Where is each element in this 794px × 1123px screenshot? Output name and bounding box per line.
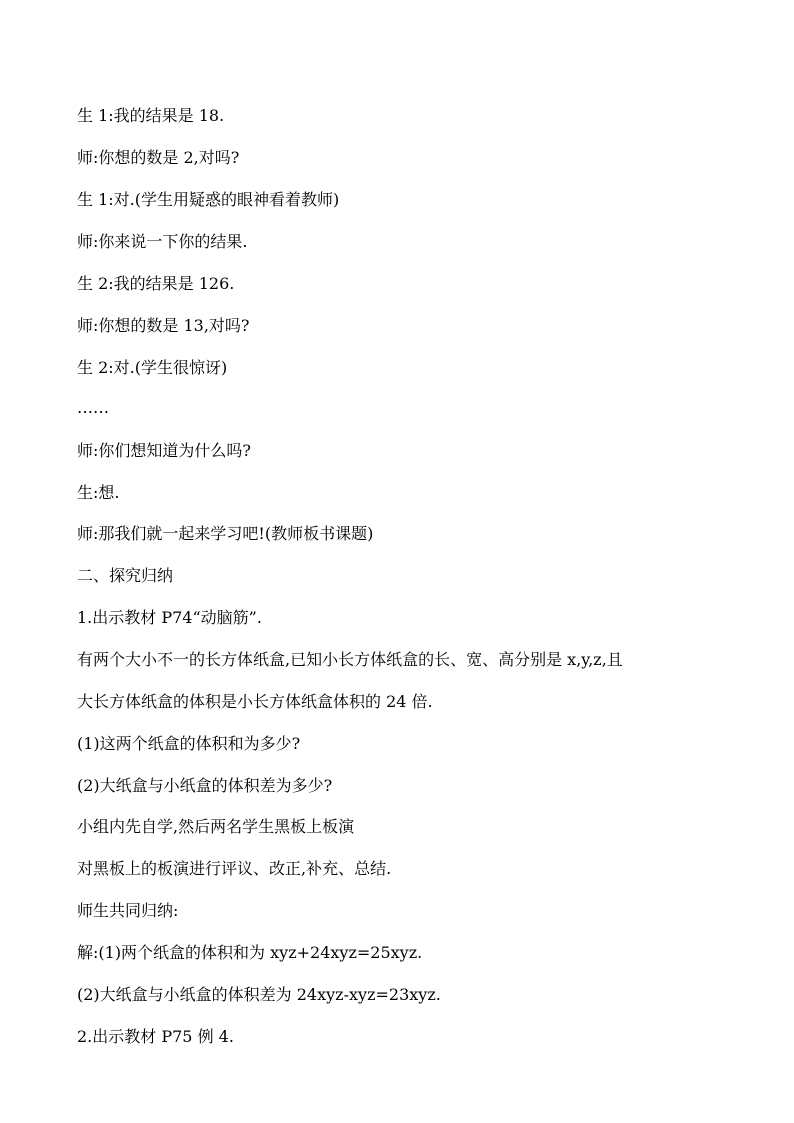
solution-line: 解:(1)两个纸盒的体积和为 xyz+24xyz=25xyz. [77, 943, 423, 962]
paragraph-line: 大长方体纸盒的体积是小长方体纸盒体积的 24 倍. [77, 692, 433, 711]
dialogue-line: 师:你想的数是 13,对吗? [77, 316, 250, 335]
paragraph-line: 师生共同归纳: [77, 901, 179, 920]
section-heading: 二、探究归纳 [77, 566, 174, 585]
paragraph-line: 2.出示教材 P75 例 4. [77, 1027, 234, 1046]
dialogue-line: 生:想. [77, 483, 120, 502]
dialogue-line: 师:你想的数是 2,对吗? [77, 148, 240, 167]
ellipsis-line: …… [77, 398, 109, 417]
paragraph-line: 对黑板上的板演进行评议、改正,补充、总结. [77, 859, 392, 878]
dialogue-line: 生 2:对.(学生很惊讶) [77, 358, 228, 377]
dialogue-line: 生 1:对.(学生用疑惑的眼神看着教师) [77, 190, 340, 209]
question-line: (1)这两个纸盒的体积和为多少? [77, 734, 301, 753]
dialogue-line: 师:你来说一下你的结果. [77, 232, 248, 251]
paragraph-line: 1.出示教材 P74“动脑筋”. [77, 608, 262, 627]
paragraph-line: 小组内先自学,然后两名学生黑板上板演 [77, 817, 355, 836]
paragraph-line: 有两个大小不一的长方体纸盒,已知小长方体纸盒的长、宽、高分别是 x,y,z,且 [77, 650, 623, 669]
solution-line: (2)大纸盒与小纸盒的体积差为 24xyz-xyz=23xyz. [77, 985, 441, 1004]
dialogue-line: 师:你们想知道为什么吗? [77, 441, 251, 460]
dialogue-line: 生 2:我的结果是 126. [77, 274, 235, 293]
question-line: (2)大纸盒与小纸盒的体积差为多少? [77, 776, 333, 795]
dialogue-line: 生 1:我的结果是 18. [77, 106, 225, 125]
dialogue-line: 师:那我们就一起来学习吧!(教师板书课题) [77, 524, 374, 543]
